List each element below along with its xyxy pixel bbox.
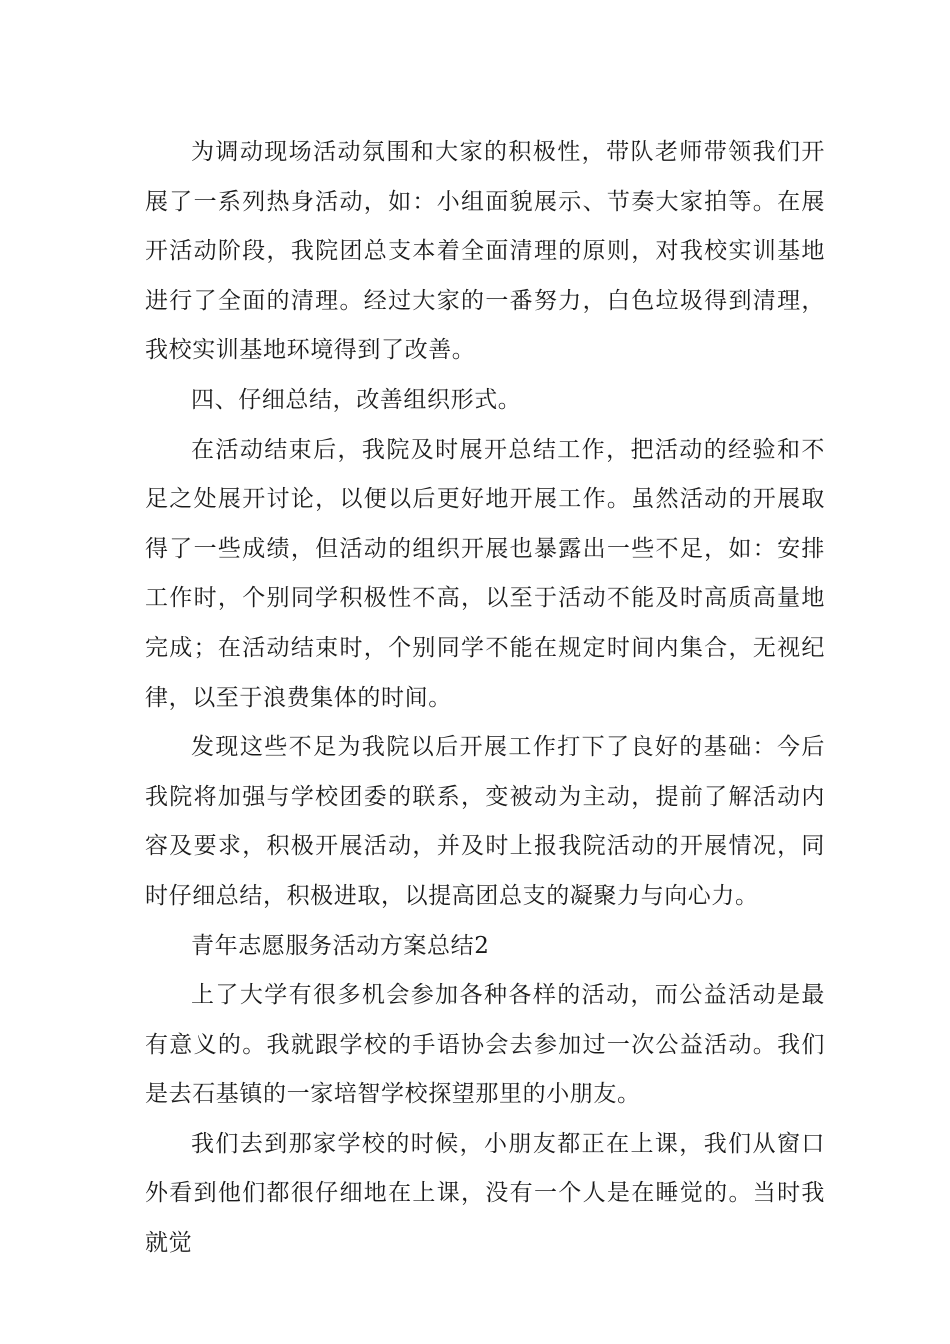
paragraph-public-welfare: 上了大学有很多机会参加各种各样的活动，而公益活动是最有意义的。我就跟学校的手语协会去参加过一次公益活动。我们是去石基镇的一家培智学校探望那里的小朋友。 [145,982,825,1108]
paragraph-school-visit: 我们去到那家学校的时候，小朋友都正在上课，我们从窗口外看到他们都很仔细地在上课，没有一个人是在睡觉的。当时我就觉 [145,1130,825,1257]
section-heading-summary: 四、仔细总结，改善组织形式。 [191,386,522,413]
paragraph-shortcomings: 在活动结束后，我院及时展开总结工作，把活动的经验和不足之处展开讨论，以便以后更好地开展工作。虽然活动的开展取得了一些成绩，但活动的组织开展也暴露出一些不足，如：安排工作时，个别同学积极性不高，以至于活动不能及时高质高量地完成；在活动结束时，个别同学不能在规定时间内集合，无视纪律，以至于浪费集体的时间。 [145,436,825,711]
paragraph-improvements: 发现这些不足为我院以后开展工作打下了良好的基础：今后我院将加强与学校团委的联系，变被动为主动，提前了解活动内容及要求，积极开展活动，并及时上报我院活动的开展情况，同时仔细总结，积极进取，以提高团总支的凝聚力与向心力。 [145,734,825,909]
paragraph-activity-warmup: 为调动现场活动氛围和大家的积极性，带队老师带领我们开展了一系列热身活动，如：小组面貌展示、节奏大家拍等。在展开活动阶段，我院团总支本着全面清理的原则，对我校实训基地进行了全面的清理。经过大家的一番努力，白色垃圾得到清理，我校实训基地环境得到了改善。 [145,139,825,364]
article-title-2: 青年志愿服务活动方案总结2 [191,932,490,959]
document-body [145,128,825,1269]
